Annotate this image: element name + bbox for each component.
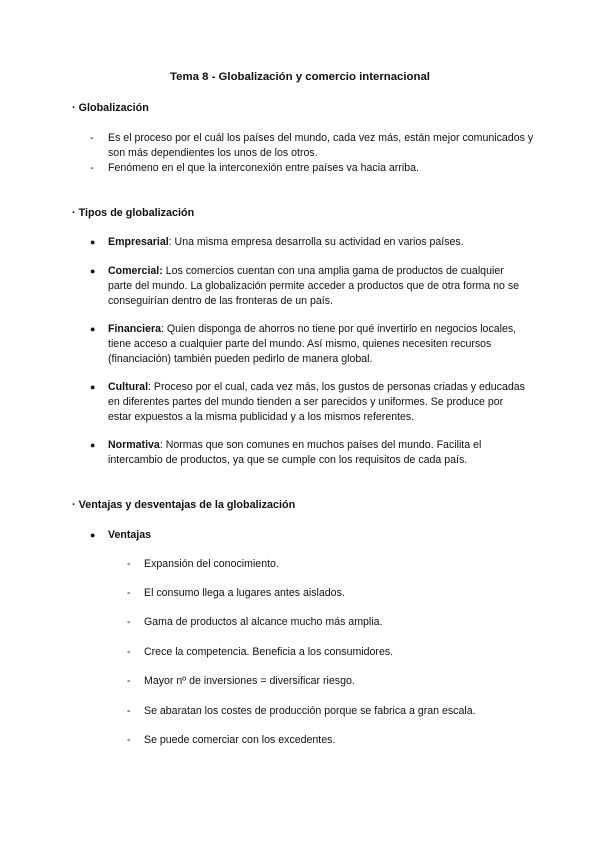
bullet-marker: ● <box>90 237 96 247</box>
dash-marker: - <box>127 734 131 746</box>
term-label: Normativa <box>108 439 160 451</box>
list-item-text: Mayor nº de inversiones = diversificar riesgo. <box>144 675 355 687</box>
dash-marker: - <box>127 558 131 570</box>
term-description: Proceso por el cual, cada vez más, los gustos de personas criadas y educadas en diferentes partes del mundo tienden a ser parecidos y uniformes. Se produce por estar expuestos a la misma publicidad y a los mismos referentes. <box>108 381 525 423</box>
section-heading-ventajas-desventajas: · Ventajas y desventajas de la globalización <box>72 499 296 511</box>
list-item-text: Se puede comerciar con los excedentes. <box>144 734 336 746</box>
list-item-text <box>108 438 528 468</box>
term-description: Normas que son comunes en muchos países del mundo. Facilita el intercambio de productos, ya que se cumple con los requisitos de cada país. <box>108 439 482 466</box>
term-label: Financiera <box>108 323 161 335</box>
term-separator: : <box>161 323 164 335</box>
dash-marker: - <box>127 587 131 599</box>
dash-marker: - <box>127 705 131 717</box>
section-heading-tipos: · Tipos de globalización <box>72 207 195 219</box>
list-item-text: El consumo llega a lugares antes aislados. <box>144 587 345 599</box>
term-label: Cultural <box>108 381 149 393</box>
bullet-marker: ● <box>90 382 96 392</box>
term-separator: : <box>148 381 151 393</box>
bullet-marker: ● <box>90 530 96 540</box>
dash-marker: - <box>90 132 94 144</box>
list-item-text <box>108 322 528 367</box>
term-separator: : <box>168 236 172 248</box>
list-item-text <box>108 235 528 250</box>
list-item-text: Se abaratan los costes de producción porque se fabrica a gran escala. <box>144 705 476 717</box>
bullet-marker: ● <box>90 266 96 276</box>
list-item-text: Fenómeno en el que la interconexión entre países va hacia arriba. <box>108 162 419 174</box>
dash-marker: - <box>90 162 94 174</box>
list-item-text: Es el proceso por el cuál los países del mundo, cada vez más, están mejor comunicados y son más dependientes los unos de los otros. <box>108 132 534 159</box>
document-title: Tema 8 - Globalización y comercio internacional <box>170 71 430 83</box>
dash-marker: - <box>127 675 131 687</box>
dash-marker: - <box>127 616 131 628</box>
term-label: Comercial: <box>108 265 163 277</box>
bullet-marker: ● <box>90 440 96 450</box>
term-description: Los comercios cuentan con una amplia gama de productos de cualquier parte del mundo. La globalización permite acceder a productos que de otra forma no se conseguirían dentro de las fronteras de un país. <box>108 265 520 307</box>
list-item-text: Gama de productos al alcance mucho más amplia. <box>144 616 383 628</box>
term-description: Una misma empresa desarrolla su actividad en varios países. <box>171 236 464 248</box>
dash-marker: - <box>127 646 131 658</box>
term-description: Quien disponga de ahorros no tiene por qué invertirlo en negocios locales, tiene acceso a cualquier parte del mundo. Así mismo, quienes necesiten recursos (financiación) también pueden pedirlo de manera global. <box>108 323 517 365</box>
list-item-text: Crece la competencia. Beneficia a los consumidores. <box>144 646 394 658</box>
list-item-text <box>108 264 528 309</box>
term-separator: : <box>159 439 163 451</box>
section-heading-globalizacion: · Globalización <box>72 102 149 114</box>
ventajas-label: Ventajas <box>108 529 151 541</box>
list-item-text: Expansión del conocimiento. <box>144 558 279 570</box>
bullet-marker: ● <box>90 324 96 334</box>
list-item-text <box>108 380 528 425</box>
term-label: Empresarial <box>108 236 169 248</box>
